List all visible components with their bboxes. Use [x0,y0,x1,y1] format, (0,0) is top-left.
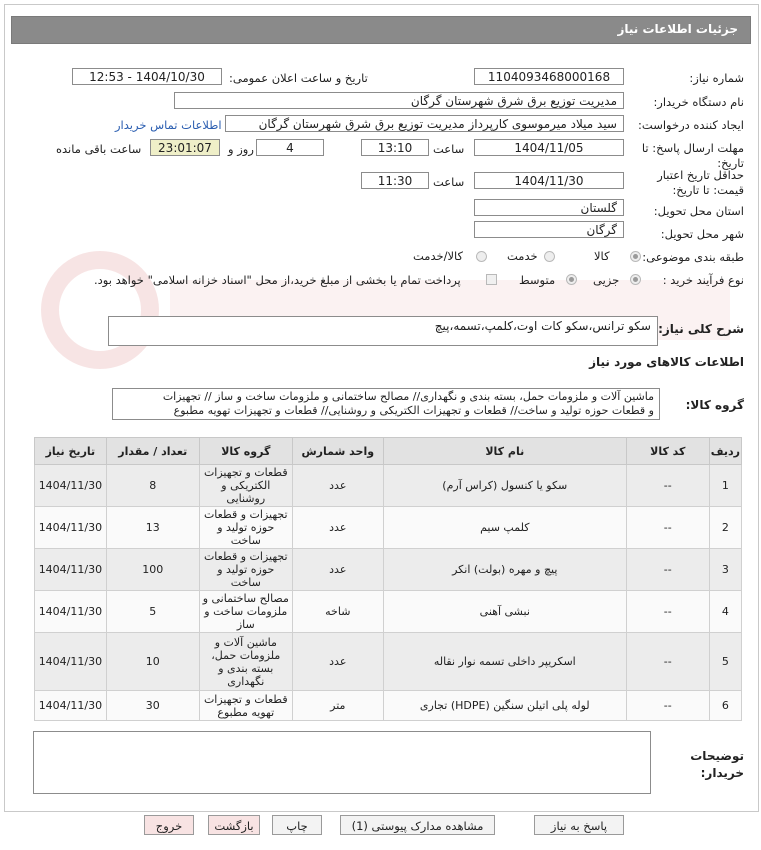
province-label: استان محل تحویل: [653,204,744,218]
need-number-label: شماره نیاز: [689,71,744,85]
need-number-field: 1104093468000168 [474,68,624,85]
deadline-date-field: 1404/11/05 [474,139,624,156]
panel-title: جزئیات اطلاعات نیاز [617,22,738,36]
col-code: کد کالا [626,438,709,465]
view-attachments-button[interactable]: مشاهده مدارک پیوستی (1) [340,815,495,835]
cell-row: 3 [709,549,741,591]
cell-row: 1 [709,465,741,507]
col-date: تاریخ نیاز [35,438,107,465]
creator-field: سید میلاد میرموسوی کارپرداز مدیریت توزیع برق شرق شهرستان گرگان [225,115,624,132]
col-group: گروه کالا [199,438,292,465]
cell-date: 1404/11/30 [35,591,107,633]
process-radio-medium[interactable] [566,274,577,285]
cell-group: ماشین آلات و ملزومات حمل، بسته بندی و نگهداری [199,633,292,691]
cell-qty: 5 [106,591,199,633]
validity-label-date: قیمت: تا تاریخ: [672,183,744,197]
cell-date: 1404/11/30 [35,549,107,591]
cell-qty: 10 [106,633,199,691]
announce-field: 1404/10/30 - 12:53 [72,68,222,85]
cell-code: -- [626,465,709,507]
validity-date-field: 1404/11/30 [474,172,624,189]
buyer-field: مدیریت توزیع برق شرق شهرستان گرگان [174,92,624,109]
goods-group-field [112,388,660,420]
category-radio-both[interactable] [476,251,487,262]
cell-unit: عدد [292,633,383,691]
cell-group: مصالح ساختمانی و ملزومات ساخت و ساز [199,591,292,633]
cell-name: نبشی آهنی [383,591,626,633]
table-header-row [35,438,742,465]
creator-label: ایجاد کننده درخواست: [638,118,744,132]
cell-code: -- [626,591,709,633]
items-table [34,437,742,721]
process-label: نوع فرآیند خرید : [662,273,744,287]
col-name: نام کالا [383,438,626,465]
cell-unit: عدد [292,465,383,507]
summary-label: شرح کلی نیاز: [658,322,744,336]
cell-group: تجهیزات و قطعات حوزه تولید و ساخت [199,549,292,591]
goods-group-line-2: و قطعات حوزه تولید و ساخت// قطعات و تجهیزات الکتریکی و روشنایی// قطعات و تجهیزات تهویه مطبوع [173,404,654,417]
category-option-service: خدمت [507,249,538,263]
cell-unit: عدد [292,507,383,549]
reply-button[interactable]: پاسخ به نیاز [534,815,624,835]
category-option-both: کالا/خدمت [413,249,464,263]
city-label: شهر محل تحویل: [660,227,744,241]
exit-button[interactable]: خروج [144,815,194,835]
cell-row: 2 [709,507,741,549]
category-label: طبقه بندی موضوعی: [642,250,744,264]
category-radio-goods[interactable] [630,251,641,262]
process-radio-minor[interactable] [630,274,641,285]
cell-name: سکو یا کنسول (کراس آرم) [383,465,626,507]
validity-time-field: 11:30 [361,172,429,189]
category-option-goods: کالا [594,249,610,263]
deadline-time-label: ساعت [433,142,465,156]
table-row [35,507,742,549]
buyer-label: نام دستگاه خریدار: [653,95,744,109]
remaining-time-field: 23:01:07 [150,139,220,156]
announce-label: تاریخ و ساعت اعلان عمومی: [229,71,368,85]
table-row [35,465,742,507]
deadline-label-date: تاریخ: [717,156,744,170]
cell-name: کلمپ سیم [383,507,626,549]
cell-group: تجهیزات و قطعات حوزه تولید و ساخت [199,507,292,549]
goods-info-title: اطلاعات کالاهای مورد نیاز [589,355,744,369]
process-option-medium: متوسط [519,273,556,287]
cell-qty: 100 [106,549,199,591]
back-button[interactable]: بازگشت [208,815,260,835]
city-field: گرگان [474,221,624,238]
table-row [35,691,742,721]
cell-group: قطعات و تجهیزات الکتریکی و روشنایی [199,465,292,507]
cell-date: 1404/11/30 [35,465,107,507]
table-row [35,633,742,691]
cell-qty: 30 [106,691,199,721]
cell-date: 1404/11/30 [35,691,107,721]
cell-qty: 13 [106,507,199,549]
col-unit: واحد شمارش [292,438,383,465]
cell-code: -- [626,507,709,549]
notes-field [33,731,651,794]
table-row [35,549,742,591]
panel-header [11,16,751,44]
buyer-contact-link[interactable]: اطلاعات تماس خریدار [115,118,222,132]
process-option-minor: جزیی [593,273,620,287]
cell-name: اسکریپر داخلی تسمه نوار نقاله [383,633,626,691]
cell-code: -- [626,691,709,721]
cell-unit: متر [292,691,383,721]
validity-label: حداقل تاریخ اعتبار [657,168,744,182]
cell-unit: عدد [292,549,383,591]
cell-date: 1404/11/30 [35,507,107,549]
category-radio-service[interactable] [544,251,555,262]
days-field: 4 [256,139,324,156]
cell-date: 1404/11/30 [35,633,107,691]
cell-qty: 8 [106,465,199,507]
cell-row: 6 [709,691,741,721]
cell-code: -- [626,633,709,691]
validity-time-label: ساعت [433,175,465,189]
province-field: گلستان [474,199,624,216]
col-row: ردیف [709,438,741,465]
deadline-time-field: 13:10 [361,139,429,156]
cell-row: 4 [709,591,741,633]
deadline-label: مهلت ارسال پاسخ: تا [641,141,744,155]
print-button[interactable]: چاپ [272,815,322,835]
treasury-payment-checkbox[interactable] [486,274,497,285]
cell-row: 5 [709,633,741,691]
col-qty: تعداد / مقدار [106,438,199,465]
goods-group-line-1: ماشین آلات و ملزومات حمل، بسته بندی و نگهداری// مصالح ساختمانی و ملزومات ساخت و ساز // تجهیزات [162,390,654,403]
cell-code: -- [626,549,709,591]
notes-label: توضیحات خریدار: [690,749,744,780]
summary-field: سکو ترانس،سکو کات اوت،کلمپ،تسمه،پیچ [108,316,658,346]
cell-name: پیچ و مهره (بولت) انکر [383,549,626,591]
remaining-time-label: ساعت باقی مانده [56,142,142,156]
cell-group: قطعات و تجهیزات تهویه مطبوع [199,691,292,721]
days-label: روز و [228,142,254,156]
goods-group-label: گروه کالا: [685,398,744,412]
cell-name: لوله پلی اتیلن سنگین (HDPE) تجاری [383,691,626,721]
treasury-payment-note: پرداخت تمام یا بخشی از مبلغ خرید،از محل "اسناد خزانه اسلامی" خواهد بود. [94,273,461,287]
table-row [35,591,742,633]
cell-unit: شاخه [292,591,383,633]
